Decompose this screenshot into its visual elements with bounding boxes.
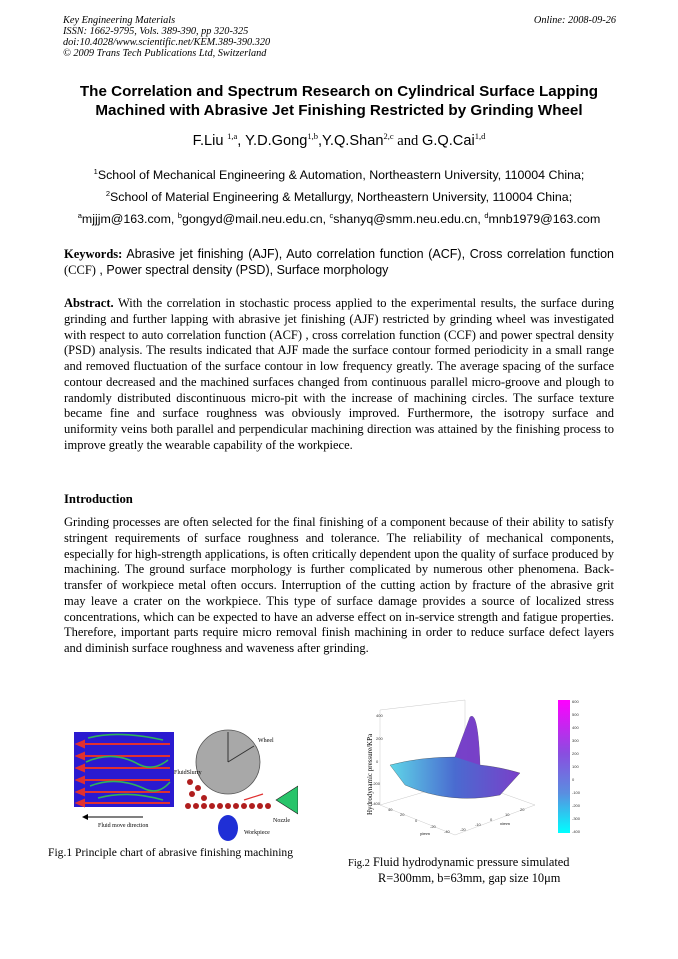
affiliation-sup: 2	[105, 189, 111, 198]
figure-1-principle-chart	[68, 722, 298, 842]
svg-text:-20: -20	[430, 824, 436, 829]
x-axis-label: x/mm	[500, 821, 510, 826]
affiliation-text: School of Material Engineering & Metallurgy, Northeastern University, 110004 China;	[110, 190, 573, 205]
author-name: Y.D.Gong	[245, 132, 308, 149]
nozzle	[276, 786, 298, 814]
svg-text:200: 200	[572, 751, 579, 756]
z-axis-label: Hydrodynamic pressure/KPa	[366, 733, 374, 815]
label-direction: Fluid move direction	[98, 823, 149, 829]
author-separator: ,	[237, 132, 246, 149]
colorbar	[558, 700, 570, 833]
workpiece-circle	[218, 815, 238, 841]
author-sup: 1,b	[307, 131, 318, 141]
email-address[interactable]: shanyq@smm.neu.edu.cn,	[333, 212, 485, 227]
title-line-2: Machined with Abrasive Jet Finishing Restricted by Grinding Wheel	[95, 102, 583, 119]
figure-2-caption	[348, 855, 569, 870]
journal-header	[63, 15, 483, 59]
x-ticks	[460, 807, 525, 832]
keywords-text: Abrasive jet finishing (AJF), Auto correlation function (ACF), Cross correlation function	[122, 247, 614, 261]
author-list: F.Liu $^{1,a}$, Y.D.Gong$^{1,b}$,Y.Q.Shan$^{2,c}$ and G.Q.Cai$^{1,d}$	[192, 131, 486, 149]
email-list	[40, 211, 638, 226]
affiliation-2	[40, 189, 638, 204]
figure-2-pressure-plot	[360, 695, 585, 850]
label-fluid-slurry: FluidSlurry	[174, 770, 202, 776]
label-workpiece: Workpiece	[244, 830, 270, 836]
svg-text:400: 400	[572, 725, 579, 730]
svg-text:-400: -400	[372, 801, 381, 806]
svg-text:100: 100	[572, 764, 579, 769]
email-address[interactable]: mnb1979@163.com	[488, 212, 601, 227]
doi-line: doi:10.4028/www.scientific.net/KEM.389-390.320	[63, 37, 271, 48]
abstract	[64, 296, 614, 454]
svg-text:0: 0	[490, 817, 493, 822]
svg-text:-300: -300	[572, 816, 581, 821]
keywords	[64, 247, 614, 279]
email-sup: b	[177, 211, 182, 220]
paper-title	[40, 82, 638, 120]
svg-text:0: 0	[415, 818, 418, 823]
svg-text:-200: -200	[572, 803, 581, 808]
affiliation-text: School of Mechanical Engineering & Automation, Northeastern University, 110004 China;	[97, 168, 585, 183]
y-axis-label: y/mm	[420, 831, 430, 836]
affiliation-sup: 1	[93, 167, 98, 176]
author-and: and	[393, 132, 422, 149]
figure-1-caption: Fig.1 Principle chart of abrasive finishing machining	[48, 846, 294, 859]
svg-text:-100: -100	[572, 790, 581, 795]
figure-2-prefix: Fig.2	[348, 858, 370, 869]
figure-2-caption-line-2: R=300mm, b=63mm, gap size 10μm	[378, 871, 561, 885]
online-date: Online: 2008-09-26	[533, 15, 616, 26]
author-name: F.Liu	[192, 132, 224, 149]
introduction-heading: Introduction	[64, 492, 133, 506]
svg-text:20: 20	[400, 812, 405, 817]
colorbar-ticks	[572, 699, 581, 834]
figure-2-caption-text: Fluid hydrodynamic pressure simulated	[369, 855, 570, 869]
journal-name: Key Engineering Materials	[63, 15, 176, 26]
author-name: Y.Q.Shan	[322, 132, 384, 149]
svg-text:0: 0	[572, 777, 575, 782]
svg-text:-400: -400	[572, 829, 581, 834]
svg-text:600: 600	[572, 699, 579, 704]
author-sup: 2,c	[383, 131, 394, 141]
abstract-label: Abstract.	[64, 296, 114, 310]
label-nozzle: Nozzle	[273, 818, 290, 824]
copyright-line: © 2009 Trans Tech Publications Ltd, Switzerland	[63, 48, 267, 59]
svg-text:-10: -10	[475, 822, 481, 827]
email-sup: c	[329, 211, 334, 220]
email-sup: a	[77, 211, 82, 220]
keywords-label: Keywords:	[64, 247, 123, 261]
author-name: G.Q.Cai	[421, 132, 475, 149]
label-wheel: Wheel	[258, 738, 274, 744]
svg-text:400: 400	[376, 713, 383, 718]
issn-line: ISSN: 1662-9795, Vols. 389-390, pp 320-325	[63, 26, 249, 37]
svg-text:0: 0	[376, 759, 379, 764]
email-address[interactable]: mjjjm@163.com,	[81, 212, 178, 227]
affiliation-1	[40, 167, 638, 182]
svg-text:10: 10	[505, 812, 510, 817]
keywords-ccf: (CCF)	[64, 262, 96, 277]
svg-text:20: 20	[520, 807, 525, 812]
keywords-text-end: , Power spectral density (PSD), Surface morphology	[95, 262, 389, 277]
svg-text:500: 500	[572, 712, 579, 717]
title-line-1: The Correlation and Spectrum Research on Cylindrical Surface Lapping	[79, 83, 599, 100]
author-sup: 1,a	[227, 131, 238, 141]
email-address[interactable]: gongyd@mail.neu.edu.cn,	[181, 212, 330, 227]
email-sup: d	[484, 211, 489, 220]
svg-text:40: 40	[388, 807, 393, 812]
introduction-text: Grinding processes are often selected for the final finishing of a component because of their ability to satisfy stringent requirements of surface roughness and tolerance. The reliability of mechanical components, especially for high-strength applications, is often critically dependent upon the quality of surface produced by machining. The ground surface morphology is further complicated by numerous other phenomena. Back-transfer of workpiece metal often occurs. Interruption of the cutting action by fracture of the abrasive grit may leave a crater on the workpiece. This type of surface damage provides a source of localized stress concentrations, which can be expected to have an adverse effect on in-service strength and fatigue properties. Therefore, important parts require micro removal finish machining in order to reduce surface defect layers and diminish surface roughness and waveness after grinding.	[64, 515, 614, 655]
author-sup: 1,d	[474, 131, 486, 141]
abstract-text: With the correlation in stochastic process applied to the experimental results, the surface during grinding and further lapping with abrasive jet finishing (AJF) restricted by grinding wheel was investigated with respect to auto correlation function (ACF) , cross correlation function (CCF) and power spectral density (PSD) analysis. The results indicated that AJF made the surface contour formed periodicity in a small range and removed fluctuation of the surface contour in low frequency greatly. The average spacing of the surface contour decreased and the machined surfaces changed from continuous parallel micro-groove and plough to randomly distributed discontinuous micro-pit with the increase of machining circles. The surface texture became fine and surface roughness was obviously improved. Furthermore, the isotropy surface and uniformity veins both parallel and perpendicular machining direction was attained by the finishing process to improve greatly the wearable capability of the workpiece.	[64, 296, 614, 452]
svg-text:-200: -200	[372, 781, 381, 786]
pressure-surface	[390, 716, 520, 798]
svg-text:-20: -20	[460, 827, 466, 832]
svg-text:-40: -40	[444, 829, 450, 834]
svg-text:200: 200	[376, 736, 383, 741]
svg-text:300: 300	[572, 738, 579, 743]
